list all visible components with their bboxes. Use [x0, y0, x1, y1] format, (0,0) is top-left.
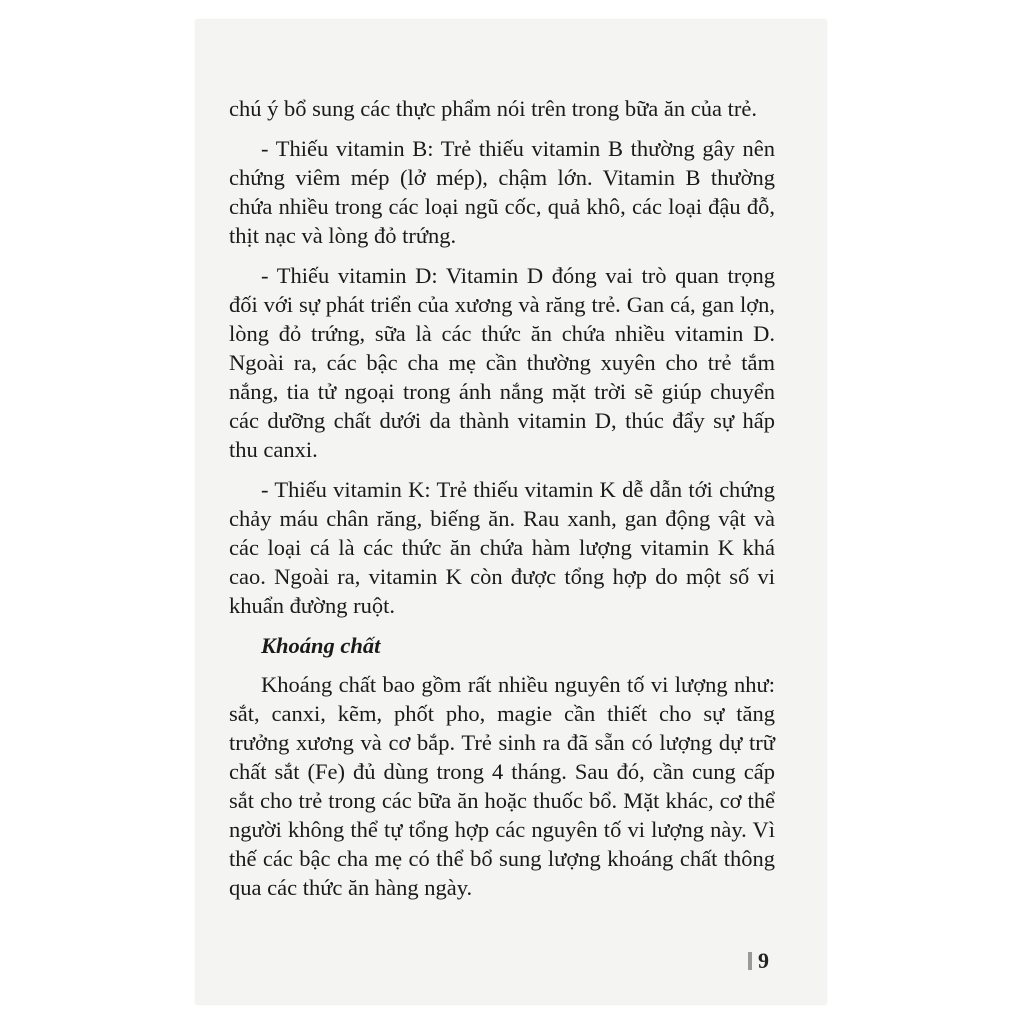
paragraph-vitamin-k: - Thiếu vitamin K: Trẻ thiếu vitamin K dễ dẫn tới chứng chảy máu chân răng, biếng ăn. Rau xanh, gan động vật và các loại cá là các thức ăn chứa hàm lượng vitamin K khá cao. Ngoài ra, vitamin K còn được tổng hợp do một số vi khuẩn đường ruột.	[229, 477, 775, 618]
page-number: 9	[748, 948, 769, 974]
section-heading: Khoáng chất	[261, 633, 381, 658]
paragraph-vitamin-d: - Thiếu vitamin D: Vitamin D đóng vai trò quan trọng đối với sự phát triển của xương và răng trẻ. Gan cá, gan lợn, lòng đỏ trứng, sữa là các thức ăn chứa nhiều vitamin D. Ngoài ra, các bậc cha mẹ cần thường xuyên cho trẻ tắm nắng, tia tử ngoại trong ánh nắng mặt trời sẽ giúp chuyển các dưỡng chất dưới da thành vitamin D, thúc đẩy sự hấp thu canxi.	[229, 263, 775, 462]
paragraph-continuation: chú ý bổ sung các thực phẩm nói trên trong bữa ăn của trẻ.	[229, 96, 757, 121]
book-page	[196, 20, 826, 1004]
paragraph-vitamin-b: - Thiếu vitamin B: Trẻ thiếu vitamin B thường gây nên chứng viêm mép (lở mép), chậm lớn. Vitamin B thường chứa nhiều trong các loại ngũ cốc, quả khô, các loại đậu đỗ, thịt nạc và lòng đỏ trứng.	[229, 136, 775, 248]
paragraph-minerals: Khoáng chất bao gồm rất nhiều nguyên tố vi lượng như: sắt, canxi, kẽm, phốt pho, magie cần thiết cho sự tăng trưởng xương và cơ bắp. Trẻ sinh ra đã sẵn có lượng dự trữ chất sắt (Fe) đủ dùng trong 4 tháng. Sau đó, cần cung cấp sắt cho trẻ trong các bữa ăn hoặc thuốc bổ. Mặt khác, cơ thể người không thể tự tổng hợp các nguyên tố vi lượng này. Vì thế các bậc cha mẹ có thể bổ sung lượng khoáng chất thông qua các thức ăn hàng ngày.	[229, 672, 775, 900]
page-text	[229, 94, 775, 913]
